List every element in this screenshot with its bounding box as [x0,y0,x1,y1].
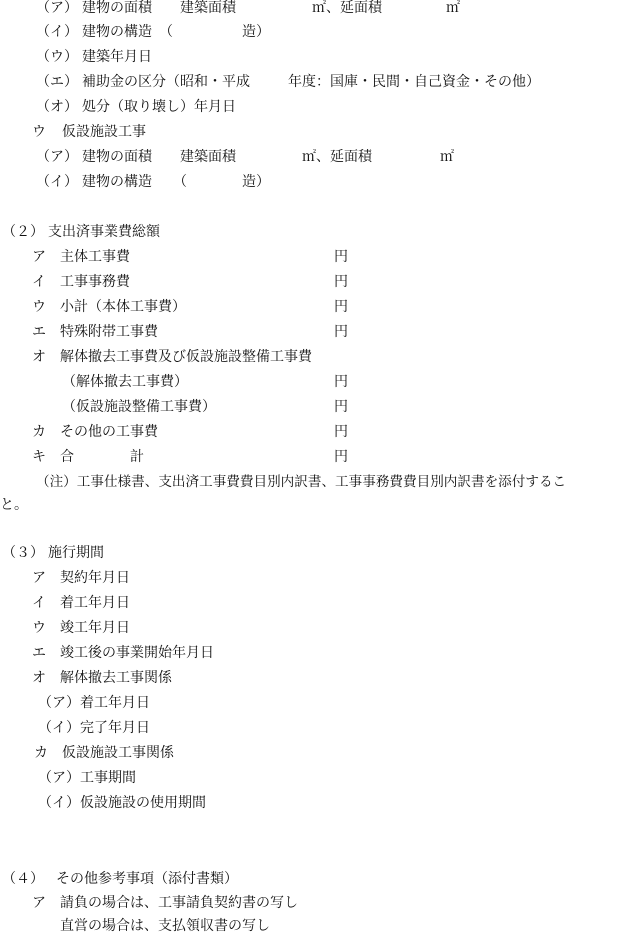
unit-sqm: ㎡ [440,149,454,165]
period-text: 工事期間 [80,770,136,786]
period-text: 契約年月日 [60,570,130,586]
item-i-structure: 建物の構造 （ [82,24,173,40]
period-mark: オ [32,670,46,686]
period-text: 竣工年月日 [60,620,130,636]
cost-row-unit: 円 [334,249,348,265]
item-i-label: （イ） [36,24,78,40]
cost-row-label: 小計（本体工事費） [60,299,186,315]
reference-mark: ア [32,895,46,911]
subheading-temporary-works: 仮設施設工事 [62,124,146,140]
period-mark: ウ [32,620,46,636]
cost-row-unit: 円 [334,449,348,465]
temp-total-floor-area: 、延面積 [316,149,372,165]
cost-row-mark: エ [32,324,46,340]
item-a-building-area: 建物の面積 建築面積 [82,0,236,16]
period-text: 仮設施設工事関係 [62,745,174,761]
temp-i-suffix: 造） [242,174,270,190]
cost-row-label: 工事事務費 [60,274,130,290]
cost-total-label: 合 計 [60,449,144,465]
section3-number: （３） [2,545,44,561]
period-text: 仮設施設の使用期間 [80,795,206,811]
section4-heading: その他参考事項（添付書類） [56,871,238,887]
item-e-rest: 年度：国庫・民間・自己資金・その他） [288,74,540,90]
period-mark: イ [32,595,46,611]
reference-line-1: 請負の場合は、工事請負契約書の写し [60,895,298,911]
item-u-label: （ウ） [36,49,78,65]
cost-row-mark: キ [32,449,46,465]
section3-heading: 施行期間 [48,545,104,561]
temp-a-label: （ア） [36,149,78,165]
cost-row-label: （仮設施設整備工事費） [62,399,216,415]
cost-row-mark: オ [32,349,46,365]
note-line-1: （注）工事仕様書、支出済工事費費目別内訳書、工事事務費費目別内訳書を添付するこ [36,474,567,490]
period-text: 竣工後の事業開始年月日 [60,645,214,661]
cost-row-unit: 円 [334,399,348,415]
reference-line-2: 直営の場合は、支払領収書の写し [60,918,270,934]
section4-number: （４） [2,871,44,887]
cost-row-unit: 円 [334,274,348,290]
item-a-label: （ア） [36,0,78,16]
temp-a-text: 建物の面積 建築面積 [82,149,236,165]
period-mark: （イ） [38,795,80,811]
cost-row-unit: 円 [334,324,348,340]
period-mark: エ [32,645,46,661]
section2-number: （２） [2,224,44,240]
temp-i-label: （イ） [36,174,78,190]
unit-sqm: ㎡ [312,0,326,16]
item-i-suffix: 造） [242,24,270,40]
period-text: 着工年月日 [80,695,150,711]
cost-row-label: 解体撤去工事費及び仮設施設整備工事費 [60,349,312,365]
cost-row-mark: ア [32,249,46,265]
subheading-mark: ウ [32,124,46,140]
cost-row-label: （解体撤去工事費） [62,374,188,390]
period-mark: （ア） [38,770,80,786]
period-mark: ア [32,570,46,586]
item-u-date: 建築年月日 [82,49,152,65]
period-mark: （ア） [38,695,80,711]
cost-row-label: 主体工事費 [60,249,130,265]
period-mark: （イ） [38,720,80,736]
total-floor-area: 、延面積 [326,0,382,16]
period-text: 完了年月日 [80,720,150,736]
item-e-label: （エ） [36,74,78,90]
cost-row-unit: 円 [334,424,348,440]
period-text: 着工年月日 [60,595,130,611]
item-e-subsidy: 補助金の区分（昭和・平成 [82,74,250,90]
cost-row-mark: カ [32,424,46,440]
cost-row-unit: 円 [334,299,348,315]
section2-heading: 支出済事業費総額 [48,224,160,240]
item-o-label: （オ） [36,99,78,115]
period-mark: カ [34,745,48,761]
unit-sqm: ㎡ [302,149,316,165]
cost-row-label: その他の工事費 [60,424,158,440]
cost-row-mark: イ [32,274,46,290]
note-line-2: と。 [0,497,28,513]
unit-sqm: ㎡ [446,0,460,16]
item-o-disposal: 処分（取り壊し）年月日 [82,99,236,115]
cost-row-label: 特殊附帯工事費 [60,324,158,340]
cost-row-unit: 円 [334,374,348,390]
period-text: 解体撤去工事関係 [60,670,172,686]
cost-row-mark: ウ [32,299,46,315]
temp-i-text: 建物の構造 （ [82,174,187,190]
